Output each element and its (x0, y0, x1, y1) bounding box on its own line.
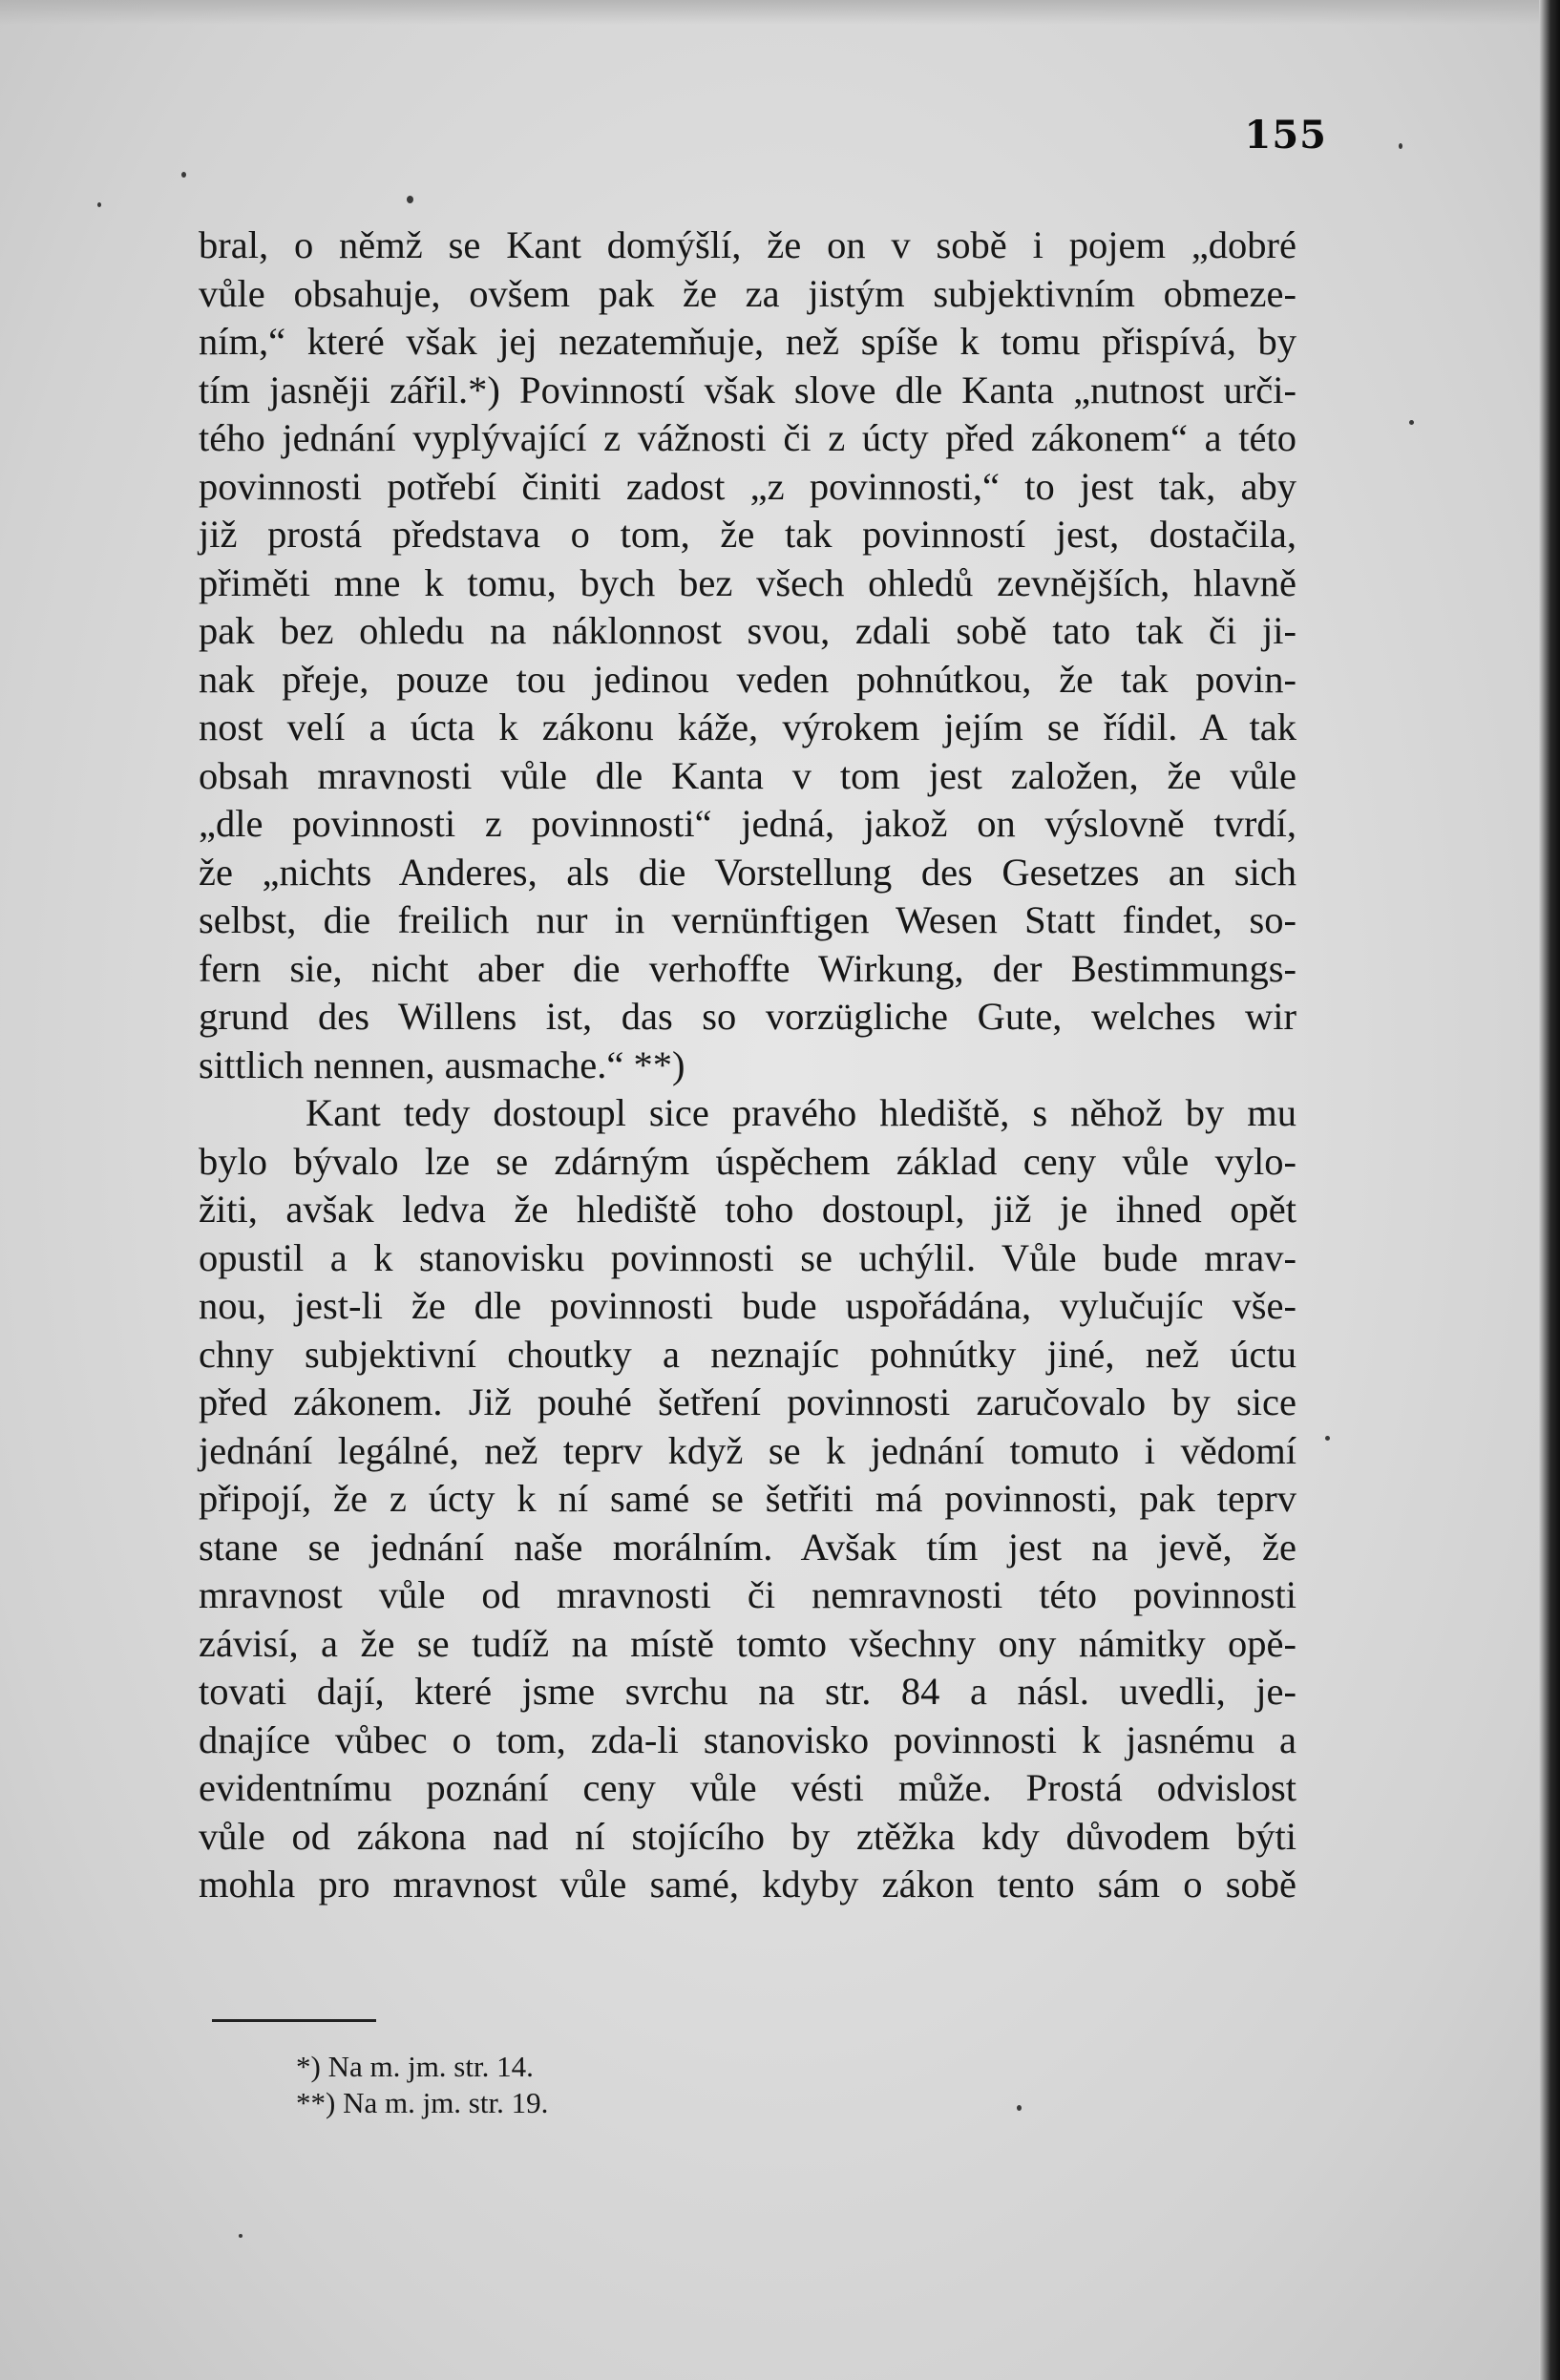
footnote: *) Na m. jm. str. 14. (296, 2050, 534, 2083)
text-line: mravnost vůle od mravnosti či nemravnosti této povinnosti (199, 1573, 1296, 1616)
text-line: stane se jednání naše morálním. Avšak tím jest na jevě, že (199, 1525, 1296, 1569)
text-line: tím jasněji zářil.*) Povinností však slove dle Kanta „nutnost urči- (199, 368, 1296, 411)
text-line: žiti, avšak ledva že hlediště toho dostoupl, již je ihned opět (199, 1188, 1296, 1231)
scan-speck (239, 2234, 242, 2238)
page-top-shadow (0, 0, 1560, 25)
text-line: nak přeje, pouze tou jedinou veden pohnútkou, že tak povin- (199, 657, 1296, 701)
text-line: fern sie, nicht aber die verhoffte Wirkung, der Bestimmungs- (199, 946, 1296, 990)
text-line: bylo bývalo lze se zdárným úspěchem základ ceny vůle vylo- (199, 1139, 1296, 1183)
text-line: přiměti mne k tomu, bych bez všech ohledů zevnějších, hlavně (199, 560, 1296, 604)
text-line: vůle obsahuje, ovšem pak že za jistým subjektivním obmeze- (199, 271, 1296, 315)
text-line: že „nichts Anderes, als die Vorstellung des Gesetzes an sich (199, 850, 1296, 894)
page-number: 155 (1244, 113, 1327, 158)
text-line: jednání legálné, než teprv když se k jednání tomuto i vědomí (199, 1428, 1296, 1472)
text-line: nost velí a úcta k zákonu káže, výrokem jejím se řídil. A tak (199, 706, 1296, 748)
text-line: vůle od zákona nad ní stojícího by ztěžka kdy důvodem býti (199, 1814, 1296, 1858)
footnote: **) Na m. jm. str. 19. (296, 2086, 549, 2119)
text-line: tovati dají, které jsme svrchu na str. 84 a násl. uvedli, je- (199, 1670, 1296, 1713)
paragraph-start-line: Kant tedy dostoupl sice pravého hlediště, s něhož by mu (306, 1091, 1296, 1134)
text-line: „dle povinnosti z povinnosti“ jedná, jakož on výslovně tvrdí, (199, 802, 1296, 845)
text-line: obsah mravnosti vůle dle Kanta v tom jest založen, že vůle (199, 753, 1296, 797)
text-line: evidentnímu poznání ceny vůle vésti může. Prostá odvislost (199, 1766, 1296, 1809)
text-line: mohla pro mravnost vůle samé, kdyby zákon tento sám o sobě (199, 1863, 1296, 1906)
scan-speck (97, 202, 101, 207)
text-line: již prostá představa o tom, že tak povinností jest, dostačila, (199, 513, 1296, 556)
text-line: závisí, a že se tudíž na místě tomto všechny ony námitky opě- (199, 1621, 1296, 1665)
text-line: dnajíce vůbec o tom, zda-li stanovisko povinnosti k jasnému a (199, 1717, 1296, 1761)
paragraph-end-line: sittlich nennen, ausmache.“ **) (199, 1043, 685, 1086)
text-line: tého jednání vyplývající z vážnosti či z úcty před zákonem“ a této (199, 416, 1296, 459)
text-line: připojí, že z úcty k ní samé se šetřiti má povinnosti, pak teprv (199, 1477, 1296, 1520)
scan-speck (407, 196, 413, 203)
text-line: grund des Willens ist, das so vorzügliche Gute, welches wir (199, 995, 1296, 1038)
footnotes (296, 2049, 869, 2121)
text-line: ním,“ které však jej nezatemňuje, než spíše k tomu přispívá, by (199, 320, 1296, 363)
text-line: bral, o němž se Kant domýšlí, že on v sobě i pojem „dobré (199, 223, 1296, 266)
scan-speck (1325, 1436, 1330, 1441)
page-right-edge-shadow (1539, 0, 1560, 2380)
text-line: před zákonem. Již pouhé šetření povinnosti zaručovalo by sice (199, 1380, 1296, 1423)
scan-speck (1017, 2105, 1022, 2111)
footnote-divider (212, 2019, 376, 2022)
body-text (199, 221, 1296, 1909)
scan-speck (181, 172, 186, 178)
scan-speck (1399, 143, 1402, 149)
text-line: chny subjektivní choutky a neznajíc pohnútky jiné, než úctu (199, 1332, 1296, 1376)
text-line: selbst, die freilich nur in vernünftigen Wesen Statt findet, so- (199, 898, 1296, 941)
text-line: nou, jest-li že dle povinnosti bude uspořádána, vylučujíc vše- (199, 1284, 1296, 1327)
text-line: povinnosti potřebí činiti zadost „z povinnosti,“ to jest tak, aby (199, 464, 1296, 508)
text-line: pak bez ohledu na náklonnost svou, zdali sobě tato tak či ji- (199, 609, 1296, 652)
text-line: opustil a k stanovisku povinnosti se uchýlil. Vůle bude mrav- (199, 1235, 1296, 1279)
scan-speck (1409, 420, 1414, 425)
